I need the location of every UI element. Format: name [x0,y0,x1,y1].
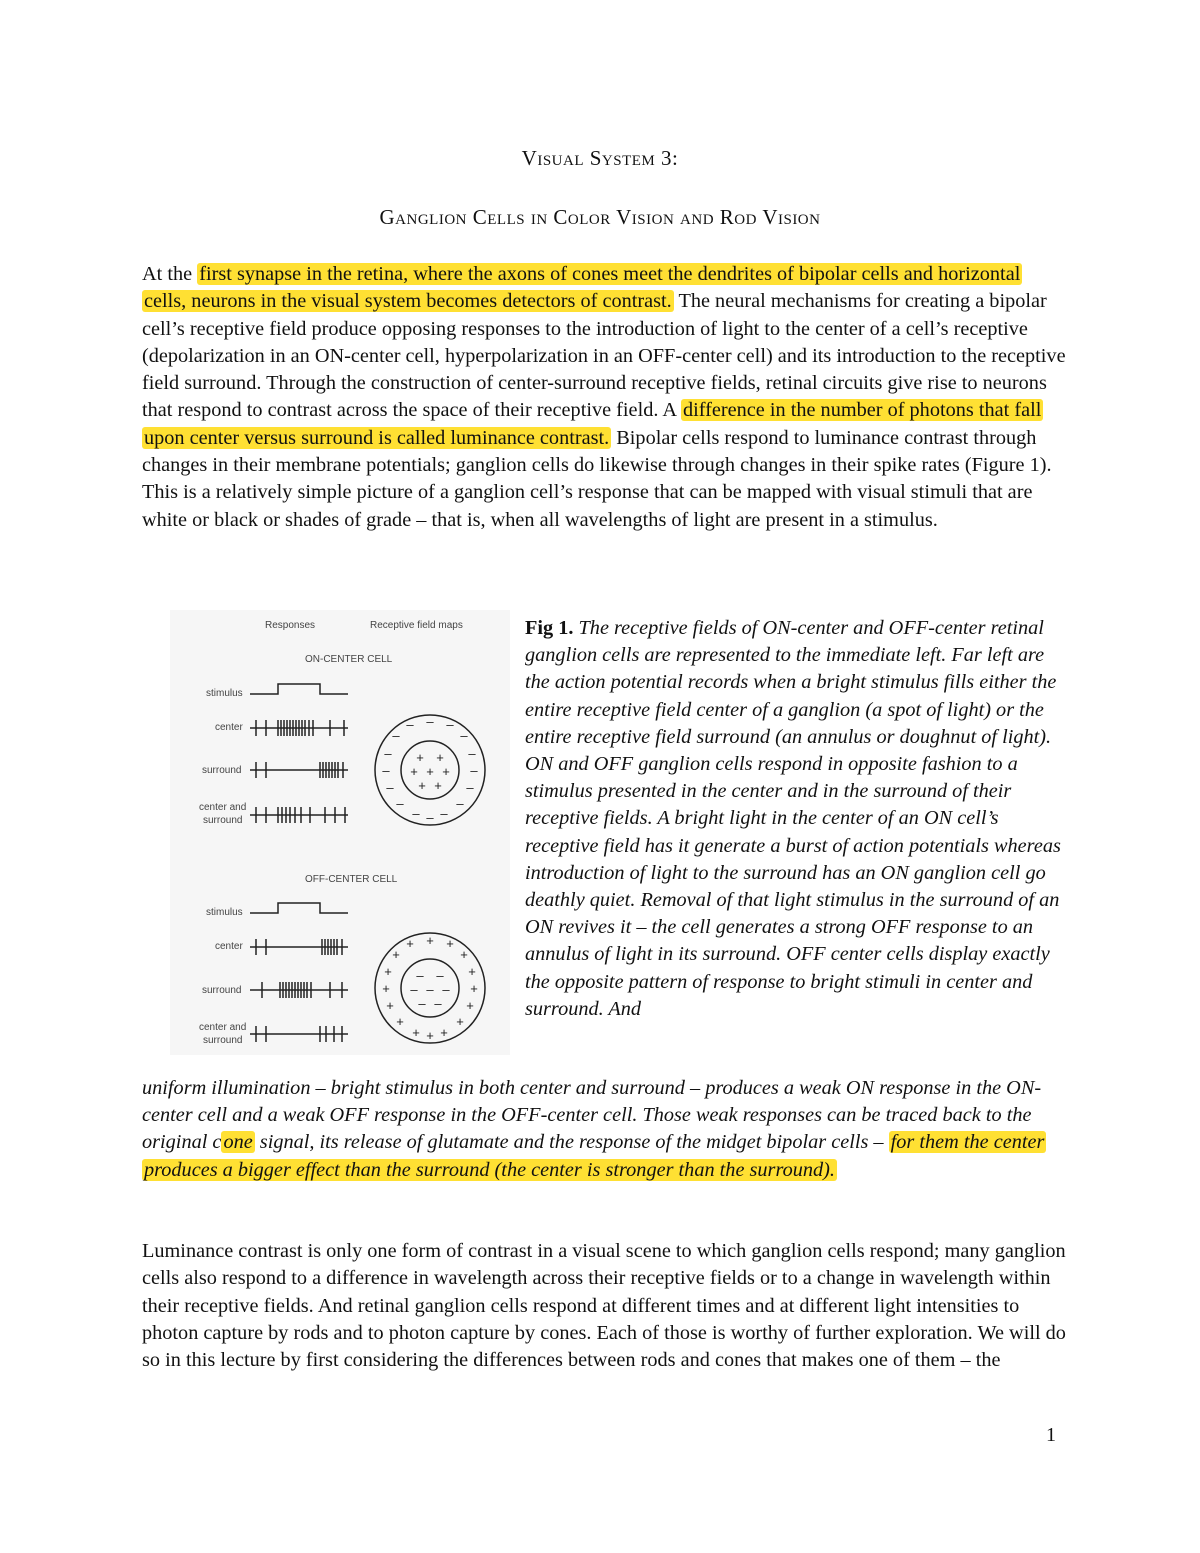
svg-text:+: + [384,964,392,979]
fig-on-surround-label: surround [202,765,242,776]
luminance-contrast-paragraph: Luminance contrast is only one form of contrast in a visual scene to which ganglion cells respond; many ganglion cells also respond to a difference in wavelength across their receptive fields or to a change in wavelength within their receptive fields. And retinal ganglion cells respond at different times and at different light intensities to photon capture by rods and to photon capture by cones. Each of those is worthy of further exploration. We will do so in this lecture by first considering the differences between rods and cones that makes one of them – the [142,1240,1066,1372]
svg-text:–: – [440,806,448,821]
svg-text:–: – [392,728,400,743]
fig-on-stimulus-trace [250,684,348,694]
fig-on-stimulus-label: stimulus [206,688,243,699]
fig-off-both-label-2: surround [203,1035,243,1046]
svg-text:+: + [456,1014,464,1029]
svg-text:–: – [426,810,434,825]
svg-text:+: + [440,1025,448,1040]
fig-off-surround-label: surround [202,985,242,996]
highlight-luminance-contrast: difference in the number of photons that fall upon center versus surround is called luminance contrast. [144,399,1042,449]
fig-off-stimulus-trace [250,903,348,913]
fig-on-title: ON-CENTER CELL [305,654,393,665]
figure-1-caption-continued [142,1075,1067,1184]
figure-1-caption [525,615,1065,1023]
svg-text:–: – [416,968,424,983]
intro-text-2: The neural mechanisms for creating a bipolar cell’s receptive field produce opposing responses to the introduction of light to the center of a cell’s receptive (depolarization in an ON-center cell, hyperpolarization in an OFF-center cell) and its introduction to the receptive field surround. Through the construction of center-surround receptive fields, retinal circuits give rise to neurons that respond to contrast across the space of their receptive field. A [142,290,1066,422]
svg-text:–: – [426,982,434,997]
fig-off-both-trace [250,1026,348,1042]
intro-text-1: At the [142,263,198,285]
fig-on-both-label-1: center and [199,802,247,813]
fig-on-center-trace [250,720,348,736]
svg-text:+: + [436,750,444,765]
highlight-center-stronger: for them the center produces a bigger effect than the surround (the center is stronger than the surround). [144,1131,1045,1181]
fig-off-stimulus-label: stimulus [206,907,243,918]
fig-on-both-label-2: surround [203,815,243,826]
svg-text:–: – [426,714,434,729]
fig-on-both-trace [250,807,348,823]
fig-off-surround-trace [250,982,348,998]
svg-text:–: – [410,982,418,997]
figure-1-label: Fig 1. [525,617,574,639]
fig-off-title: OFF-CENTER CELL [305,874,398,885]
highlight-contrast-detectors: first synapse in the retina, where the axons of cones meet the dendrites of bipolar cells and horizontal cells, neurons in the visual system becomes detectors of contrast. [144,263,1021,313]
svg-text:+: + [416,750,424,765]
svg-text:–: – [406,717,414,732]
fig-off-center-trace [250,939,348,955]
svg-text:–: – [436,968,444,983]
svg-text:–: – [460,728,468,743]
caption-cont-text-1: uniform illumination – bright stimulus in both center and surround – produces a weak ON response in the ON-center cell and a weak OFF response in the OFF-center cell. Those weak responses can be traced back to the original c [142,1077,1042,1154]
svg-text:–: – [446,717,454,732]
svg-text:–: – [386,780,394,795]
svg-text:+: + [396,1014,404,1029]
document-subtitle: Ganglion Cells in Color Vision and Rod Vision [379,205,821,229]
svg-text:+: + [418,778,426,793]
svg-text:–: – [412,806,420,821]
fig-off-both-label-1: center and [199,1022,247,1033]
svg-text:+: + [426,764,434,779]
svg-text:+: + [392,947,400,962]
svg-text:–: – [382,763,390,778]
fig-heading-responses: Responses [265,620,316,631]
svg-text:+: + [406,936,414,951]
fig-on-center-label: center [215,722,243,733]
svg-text:+: + [442,764,450,779]
svg-text:–: – [384,746,392,761]
svg-text:+: + [470,981,478,996]
svg-text:–: – [456,796,464,811]
caption-cont-text-2: signal, its release of glutamate and the response of the midget bipolar cells – [254,1131,889,1154]
page-number: 1 [1046,1424,1056,1446]
svg-text:–: – [470,763,478,778]
highlight-cone: one [223,1131,253,1154]
figure-1-receptive-fields [170,610,510,1055]
figure-1-caption-text: The receptive fields of ON-center and OFF-center retinal ganglion cells are represented to the immediate left. Far left are the action potential records when a bright stimulus fills either the entire receptive field center of a ganglion (a spot of light) or the entire receptive field surround (an annulus or doughnut of light). ON and OFF ganglion cells respond in opposite fashion to a stimulus presented in the center and in the surround of their receptive fields. A bright light in the center of an ON cell’s receptive field has it generate a burst of action potentials whereas introduction of light to the surround has an ON ganglion cell go deathly quiet. Removal of that light stimulus in the surround of an ON revives it – the cell generates a strong OFF response to an annulus of light in its surround. OFF center cells display exactly the opposite pattern of response to bright stimuli in center and surround. And [525,617,1061,1020]
svg-text:–: – [418,996,426,1011]
svg-text:+: + [426,933,434,948]
svg-text:–: – [396,796,404,811]
intro-paragraph [142,261,1067,534]
svg-text:–: – [466,780,474,795]
figure-1-drawing [170,610,510,1055]
svg-text:+: + [426,1028,434,1043]
svg-text:+: + [412,1025,420,1040]
intro-text-3: Bipolar cells respond to luminance contrast through changes in their membrane potentials; ganglion cells do likewise through changes in their spike rates (Figure 1). This is a relatively simple picture of a ganglion cell’s response that can be mapped with visual stimuli that are white or black or shades of grade – that is, when all wavelengths of light are present in a stimulus. [142,426,1052,531]
svg-text:–: – [468,746,476,761]
svg-text:+: + [410,764,418,779]
svg-text:+: + [382,981,390,996]
fig-off-center-label: center [215,941,243,952]
svg-text:+: + [446,936,454,951]
svg-text:+: + [466,998,474,1013]
fig-on-surround-trace [250,762,348,778]
svg-text:+: + [386,998,394,1013]
svg-text:+: + [434,778,442,793]
document-title: Visual System 3: [521,146,679,170]
svg-text:–: – [434,996,442,1011]
fig-heading-maps: Receptive field maps [370,620,463,631]
svg-text:+: + [468,964,476,979]
svg-text:+: + [460,947,468,962]
svg-text:–: – [442,982,450,997]
